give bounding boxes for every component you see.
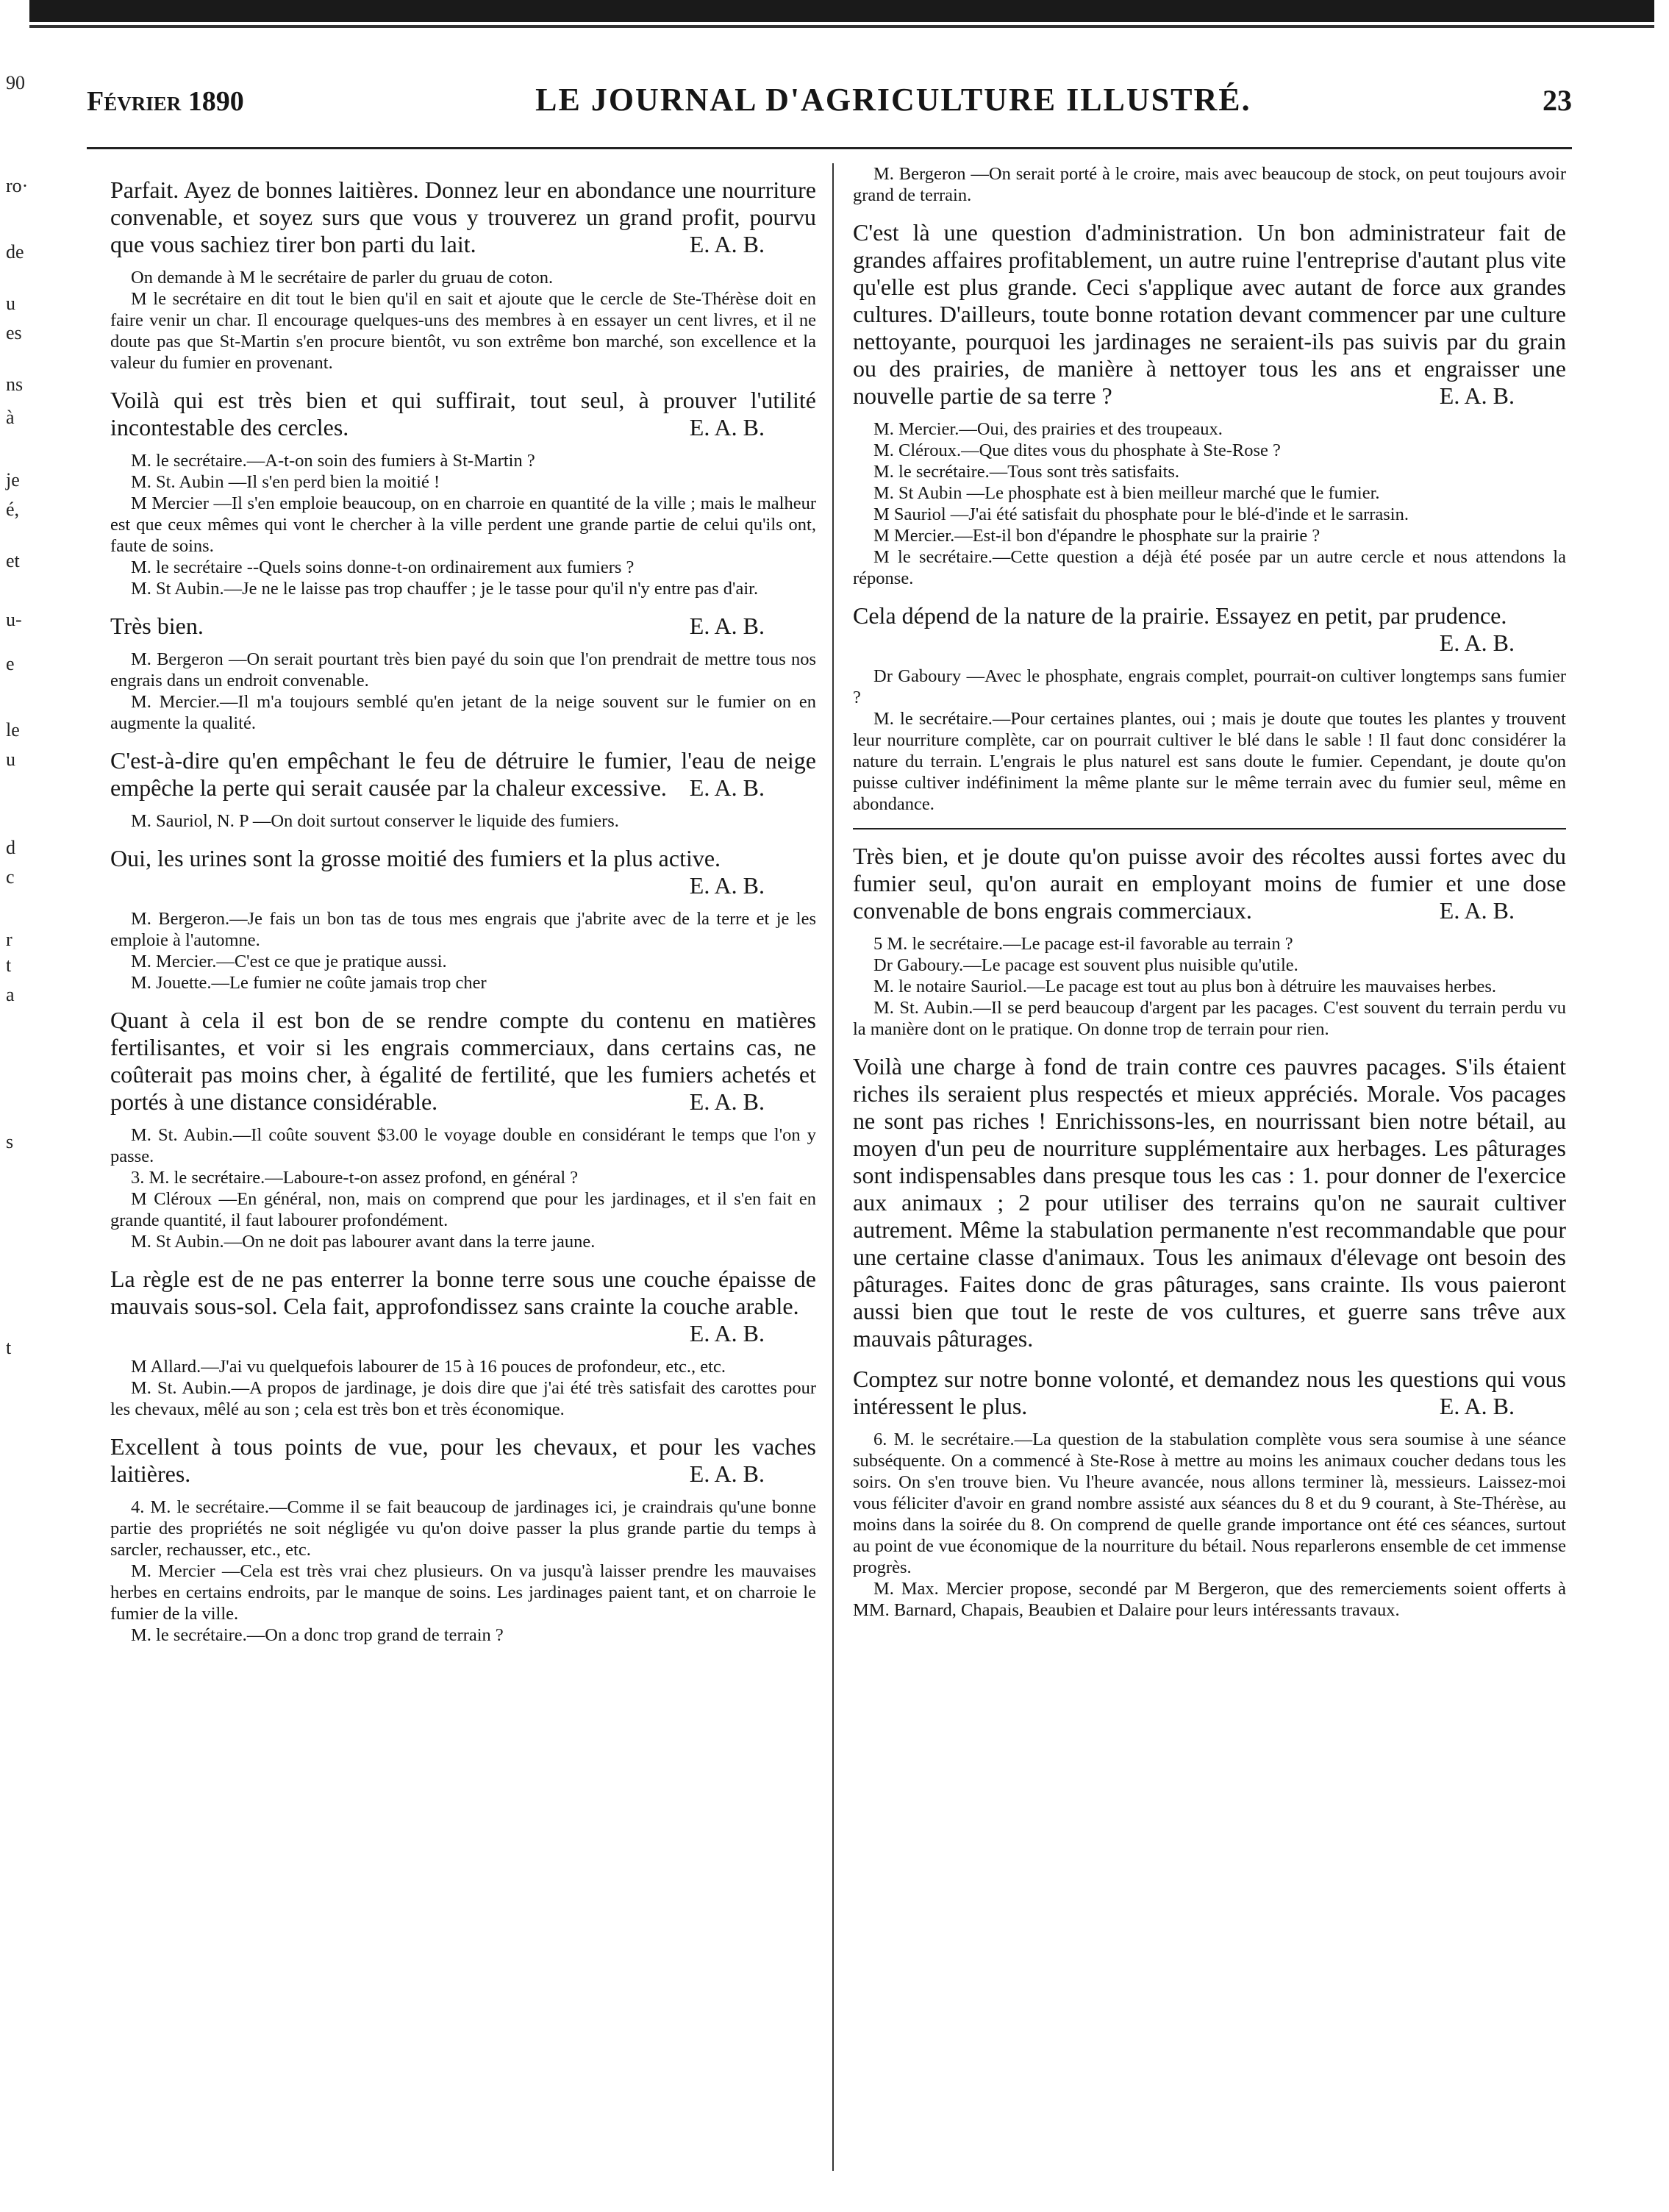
discussion-paragraph: M. le secrétaire.—A-t-on soin des fumiers à St-Martin ? <box>131 451 535 471</box>
editor-comment: Cela dépend de la nature de la prairie. Essayez en petit, par prudence. E. A. B. <box>853 602 1515 656</box>
discussion-paragraph: M. le secrétaire.—Tous sont très satisfaits. <box>873 462 1180 482</box>
discussion-paragraph: M Allard.—J'ai vu quelquefois labourer de 15 à 16 pouces de profondeur, etc., etc. <box>131 1357 726 1377</box>
editor-signature: E. A. B. <box>689 774 765 801</box>
discussion-paragraph: M. St. Aubin —Il s'en perd bien la moitié ! <box>131 472 440 492</box>
margin-fragment: u <box>6 293 15 314</box>
margin-fragment: u- <box>6 609 22 630</box>
top-thin-rule <box>29 25 1654 28</box>
header-rule <box>87 147 1572 149</box>
discussion-paragraph: M. St Aubin —Le phosphate est à bien meilleur marché que le fumier. <box>873 483 1380 503</box>
discussion-block <box>110 649 816 734</box>
discussion-paragraph: 3. M. le secrétaire.—Laboure-t-on assez profond, en général ? <box>131 1168 579 1188</box>
discussion-paragraph: M. Max. Mercier propose, secondé par M Bergeron, que des remerciements soient offerts à MM. Barnard, Chapais, Beaubien et Dalaire pour leurs intéressants travaux. <box>853 1579 1566 1620</box>
editor-comment: Voilà une charge à fond de train contre ces pauvres pacages. S'ils étaient riches ils seraient plus respectés et mieux appréciés. Morale. Vos pacages ne sont pas riches ! Enrichissons-les, en nourrissant bien notre bétail, au moyen d'un peu de nourriture supplémentaire aux herbages. Les pâturages sont indispensables dans presque tous les cas : 1. pour donner de l'exercice aux animaux ; 2 pour utiliser des terrains qu'on ne saurait cultiver autrement. Même la stabulation permanente n'est recommandable que pour une certaine classe d'animaux. Tous les animaux d'élevage ont besoin des pâturages. Faites donc de gras pâturages, sans crainte. Ils vous paieront aussi bien que tout le reste de vos cultures, et guerre sans trêve aux mauvais pâturages. <box>853 1053 1566 1352</box>
discussion-paragraph: M. St Aubin.—On ne doit pas labourer avant dans la terre jaune. <box>131 1232 596 1252</box>
discussion-paragraph: Dr Gaboury.—Le pacage est souvent plus nuisible qu'utile. <box>873 955 1298 975</box>
margin-fragment: de <box>6 241 24 263</box>
discussion-paragraph: M. St. Aubin.—Il se perd beaucoup d'argent par les pacages. C'est souvent du terrain perdu vu la manière dont on le pratique. On donne trop de terrain pour rien. <box>853 998 1566 1039</box>
editor-comment: C'est là une question d'administration. Un bon administrateur fait de grandes affaires profitablement, un autre ruine l'entreprise d'autant plus vite qu'elle est plus grande. Ceci s'applique avec autant de force aux grandes cultures. D'ailleurs, toute bonne rotation devant commencer par une culture nettoyante, pourquoi les jardinages ne seraient-ils pas suivis par du grain ou des prairies, de manière à nettoyer tous les ans et engraisser une nouvelle partie de sa terre ? E. A. B. <box>853 219 1566 409</box>
discussion-paragraph: M. St. Aubin.—Il coûte souvent $3.00 le voyage double en considérant le temps que l'on y passe. <box>110 1125 816 1166</box>
discussion-paragraph: M. Jouette.—Le fumier ne coûte jamais trop cher <box>131 973 487 993</box>
margin-fragment: u <box>6 749 15 770</box>
editor-comment: Comptez sur notre bonne volonté, et demandez nous les questions qui vous intéressent le plus. E. A. B. <box>853 1366 1566 1419</box>
editor-comment: C'est-à-dire qu'en empêchant le feu de détruire le fumier, l'eau de neige empêche la perte qui serait causée par la chaleur excessive. E. A. B. <box>110 747 816 801</box>
discussion-block <box>110 267 816 374</box>
margin-fragment: d <box>6 837 15 858</box>
discussion-paragraph: M. St Aubin.—Je ne le laisse pas trop chauffer ; je le tasse pour qu'il n'y entre pas d'air. <box>131 579 759 599</box>
margin-fragment: ns <box>6 374 24 395</box>
discussion-block <box>110 810 816 832</box>
discussion-paragraph: M. Mercier.—C'est ce que je pratique aussi. <box>131 952 447 971</box>
page-number: 23 <box>1543 84 1572 117</box>
discussion-paragraph: M. Cléroux.—Que dites vous du phosphate à Ste-Rose ? <box>873 440 1281 460</box>
discussion-paragraph: M. Mercier.—Il m'a toujours semblé qu'en jetant de la neige souvent sur le fumier on en augmente la qualité. <box>110 692 816 733</box>
discussion-paragraph: M. le secrétaire.—On a donc trop grand de terrain ? <box>131 1625 504 1645</box>
margin-fragment: t <box>6 1337 12 1358</box>
discussion-paragraph: M. Bergeron —On serait porté à le croire, mais avec beaucoup de stock, on peut toujours avoir grand de terrain. <box>853 164 1566 205</box>
margin-fragment: je <box>6 469 20 490</box>
editor-signature: E. A. B. <box>689 872 765 899</box>
margin-fragment: à <box>6 407 15 428</box>
discussion-paragraph: 6. M. le secrétaire.—La question de la stabulation complète vous sera soumise à une séance subséquente. On a commencé à Ste-Rose à mettre au moins les animaux coucher dedans tous les soirs. On s'en trouve bien. Vu l'heure avancée, nous allons terminer là, messieurs. Laissez-moi vous féliciter d'avoir en grand nombre assisté aux séances du 8 et du 9 courant, à Ste-Thérèse, au moins dans la soirée du 8. On comprend de quelle grande importance ont été ces séances, surtout au point de vue économique de la nourriture du bétail. Nous reparlerons ensemble de cet immense progrès. <box>853 1430 1566 1577</box>
editor-signature: E. A. B. <box>1439 629 1515 656</box>
editor-signature: E. A. B. <box>689 1320 765 1346</box>
journal-title: LE JOURNAL D'AGRICULTURE ILLUSTRÉ. <box>535 82 1251 118</box>
margin-fragment: e <box>6 653 15 674</box>
discussion-paragraph: 4. M. le secrétaire.—Comme il se fait beaucoup de jardinages ici, je craindrais qu'une bonne partie des propriétés ne soit négligée vu qu'on doive passer la plus grande partie du temps à sarcler, rechausser, etc., etc. <box>110 1497 816 1560</box>
editor-comment: Excellent à tous points de vue, pour les chevaux, et pour les vaches laitières. E. A. B. <box>110 1433 816 1487</box>
margin-fragment: é, <box>6 499 20 520</box>
left-column <box>110 163 816 2200</box>
margin-fragment: t <box>6 955 12 976</box>
discussion-paragraph: Dr Gaboury —Avec le phosphate, engrais complet, pourrait-on cultiver longtemps sans fumier ? <box>853 666 1566 707</box>
discussion-block <box>110 450 816 599</box>
margin-fragment: c <box>6 866 15 888</box>
margin-fragment: s <box>6 1131 14 1152</box>
discussion-paragraph: M. Mercier —Cela est très vrai chez plusieurs. On va jusqu'à laisser prendre les mauvaises herbes en certains endroits, par le manque de soins. Les jardinages paient tant, et on charroie le fumier de la ville. <box>110 1561 816 1624</box>
margin-fragment: le <box>6 719 20 741</box>
discussion-paragraph: M. le secrétaire --Quels soins donne-t-on ordinairement aux fumiers ? <box>131 557 635 577</box>
discussion-paragraph: M le secrétaire.—Cette question a déjà été posée par un autre cercle et nous attendons la réponse. <box>853 547 1566 588</box>
discussion-paragraph: M le secrétaire en dit tout le bien qu'il en sait et ajoute que le cercle de Ste-Thérèse doit en faire venir un char. Il encourage quelques-uns des membres à en essayer un cent livres, et il ne doute pas que St-Martin s'en procure bientôt, vu son extrême bon marché, son excellence et la valeur du fumier en provenant. <box>110 289 816 373</box>
editor-comment: Parfait. Ayez de bonnes laitières. Donnez leur en abondance une nourriture convenable, et soyez surs que vous y trouverez un grand profit, pourvu que vous sachiez tirer bon parti du lait. E. A. B. <box>110 176 816 257</box>
editor-comment: Quant à cela il est bon de se rendre compte du contenu en matières fertilisantes, et voir si les engrais commerciaux, dans certains cas, ne coûterait pas moins cher, à égalité de fertilité, que les fumiers achetés et portés à une distance considérable. E. A. B. <box>110 1007 816 1115</box>
editor-comment: Très bien, et je doute qu'on puisse avoir des récoltes aussi fortes avec du fumier seul, qu'on aurait en employant moins de fumier et une dose convenable de bons engrais commerciaux. E. A. B. <box>853 843 1566 924</box>
editor-comment: La règle est de ne pas enterrer la bonne terre sous une couche épaisse de mauvais sous-sol. Cela fait, approfondissez sans crainte la couche arable. E. A. B. <box>110 1266 816 1346</box>
editor-comment: Voilà qui est très bien et qui suffirait, tout seul, à prouver l'utilité incontestable des cercles. E. A. B. <box>110 387 816 440</box>
margin-fragment: ro· <box>6 175 29 196</box>
discussion-block <box>110 1496 816 1646</box>
margin-fragment: a <box>6 984 15 1005</box>
editor-signature: E. A. B. <box>689 613 765 639</box>
issue-date: Février 1890 <box>87 86 244 117</box>
margin-fragment: et <box>6 550 20 571</box>
discussion-block <box>853 666 1566 815</box>
margin-fragment: r <box>6 929 12 950</box>
editor-signature: E. A. B. <box>689 231 765 257</box>
discussion-block <box>853 1429 1566 1621</box>
discussion-block <box>110 1356 816 1420</box>
editor-signature: E. A. B. <box>689 414 765 440</box>
discussion-block <box>110 908 816 993</box>
discussion-paragraph: M. Mercier.—Oui, des prairies et des troupeaux. <box>873 419 1223 439</box>
discussion-paragraph: 5 M. le secrétaire.—Le pacage est-il favorable au terrain ? <box>873 934 1293 954</box>
margin-fragment: es <box>6 322 22 343</box>
top-printed-rule <box>29 0 1654 22</box>
discussion-block <box>853 933 1566 1040</box>
editor-signature: E. A. B. <box>1439 1393 1515 1419</box>
editor-signature: E. A. B. <box>1439 897 1515 924</box>
discussion-paragraph: M. St. Aubin.—A propos de jardinage, je dois dire que j'ai été très satisfait des carottes pour les chevaux, mêlé au son ; cela est très bon et très économique. <box>110 1378 816 1419</box>
discussion-paragraph: M. le notaire Sauriol.—Le pacage est tout au plus bon à détruire les mauvaises herbes. <box>873 977 1497 996</box>
discussion-paragraph: M. Sauriol, N. P —On doit surtout conserver le liquide des fumiers. <box>131 811 619 831</box>
discussion-paragraph: M Mercier.—Est-il bon d'épandre le phosphate sur la prairie ? <box>873 526 1320 546</box>
discussion-paragraph: M. Bergeron.—Je fais un bon tas de tous mes engrais que j'abrite avec de la terre et je les emploie à l'automne. <box>110 909 816 950</box>
editor-signature: E. A. B. <box>689 1460 765 1487</box>
discussion-block <box>853 418 1566 589</box>
editor-signature: E. A. B. <box>1439 382 1515 409</box>
page-header <box>87 81 1572 132</box>
discussion-paragraph: M. Bergeron —On serait pourtant très bien payé du soin que l'on prendrait de mettre tous nos engrais dans un endroit convenable. <box>110 649 816 691</box>
discussion-paragraph: M Cléroux —En général, non, mais on comprend que pour les jardinages, et il s'en fait en grande quantité, il faut labourer profondément. <box>110 1189 816 1230</box>
discussion-block <box>110 1124 816 1252</box>
right-column <box>853 163 1566 2200</box>
discussion-paragraph: M Mercier —Il s'en emploie beaucoup, on en charroie en quantité de la ville ; mais le malheur est que ceux mêmes qui vont le chercher à la ville perdent une grande partie de celui qu'ils ont, faute de soins. <box>110 493 816 556</box>
discussion-paragraph: On demande à M le secrétaire de parler du gruau de coton. <box>131 268 554 288</box>
editor-comment: Oui, les urines sont la grosse moitié des fumiers et la plus active. E. A. B. <box>110 845 765 899</box>
section-rule <box>853 828 1566 830</box>
margin-page-number: 90 <box>6 72 25 93</box>
discussion-paragraph: M. le secrétaire.—Pour certaines plantes, oui ; mais je doute que toutes les plantes y trouvent leur nourriture complète, car on pourrait cultiver le blé dans le sable ! Il faut donc considérer la nature du terrain. L'engrais le plus naturel est sans doute le fumier. Cependant, je doute qu'on puisse cultiver indéfiniment la même plante sur le même terrain avec du fumier seul, même en abondance. <box>853 709 1566 814</box>
left-margin-fragments <box>0 74 44 2206</box>
discussion-block <box>853 163 1566 206</box>
discussion-paragraph: M Sauriol —J'ai été satisfait du phosphate pour le blé-d'inde et le sarrasin. <box>873 504 1409 524</box>
editor-signature: E. A. B. <box>689 1088 765 1115</box>
column-divider <box>832 163 834 2171</box>
editor-comment: Très bien. E. A. B. <box>110 613 765 639</box>
